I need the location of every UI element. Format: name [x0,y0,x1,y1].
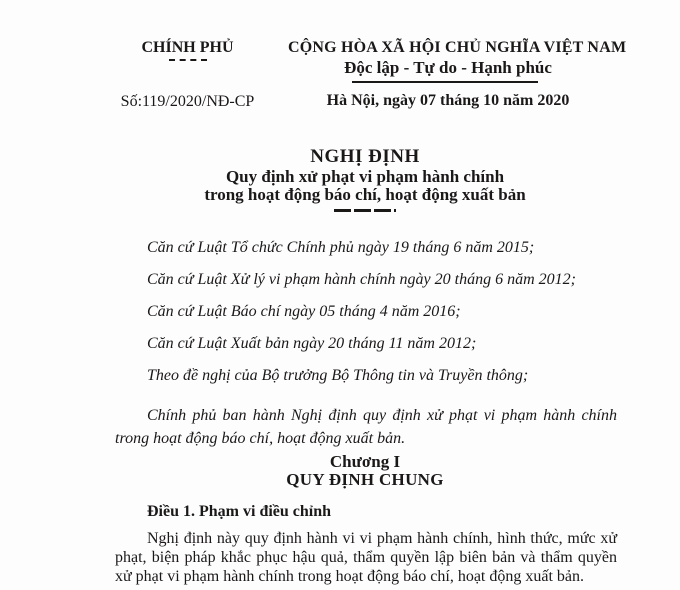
citation-minister-proposal: Theo đề nghị của Bộ trưởng Bộ Thông tin và Truyền thông; [147,367,529,384]
document-subtitle-line1: Quy định xử phạt vi phạm hành chính [225,167,505,186]
document-type-title: NGHỊ ĐỊNH [310,146,420,167]
document-number: Số:119/2020/NĐ-CP [120,93,255,110]
article-1-heading: Điều 1. Phạm vi điều chỉnh [147,503,332,520]
citation-law-government-organization: Căn cứ Luật Tổ chức Chính phủ ngày 19 tháng 6 năm 2015; [147,239,535,256]
article-1-body: Nghị định này quy định hành vi vi phạm hành chính, hình thức, mức xử phạt, biện pháp khắc phục hậu quả, thẩm quyền lập biên bản và thẩm quyền xử phạt vi phạm hành chính trong hoạt động báo chí, hoạt động xuất bản. [115,530,617,586]
place-and-date: Hà Nội, ngày 07 tháng 10 năm 2020 [326,92,570,109]
document-subtitle-line2: trong hoạt động báo chí, hoạt động xuất bản [204,185,526,204]
citation-law-press: Căn cứ Luật Báo chí ngày 05 tháng 4 năm 2016; [147,303,461,320]
citation-law-administrative-violations: Căn cứ Luật Xử lý vi phạm hành chính ngày 20 tháng 6 năm 2012; [147,271,576,288]
national-motto-line: Độc lập - Tự do - Hạnh phúc [344,58,552,77]
enactment-clause: Chính phủ ban hành Nghị định quy định xử phạt vi phạm hành chính trong hoạt động báo chí, hoạt động xuất bản. [115,407,617,447]
chapter-title: QUY ĐỊNH CHUNG [286,470,444,489]
national-name-line: CỘNG HÒA XÃ HỘI CHỦ NGHĨA VIỆT NAM [288,39,627,56]
motto-underline-rule [352,81,538,83]
chapter-number: Chương I [329,452,401,471]
authority-separator-rule [169,59,207,61]
title-separator-rule [334,209,396,212]
citation-law-publishing: Căn cứ Luật Xuất bản ngày 20 tháng 11 năm 2012; [147,335,477,352]
issuing-authority: CHÍNH PHỦ [141,39,234,56]
